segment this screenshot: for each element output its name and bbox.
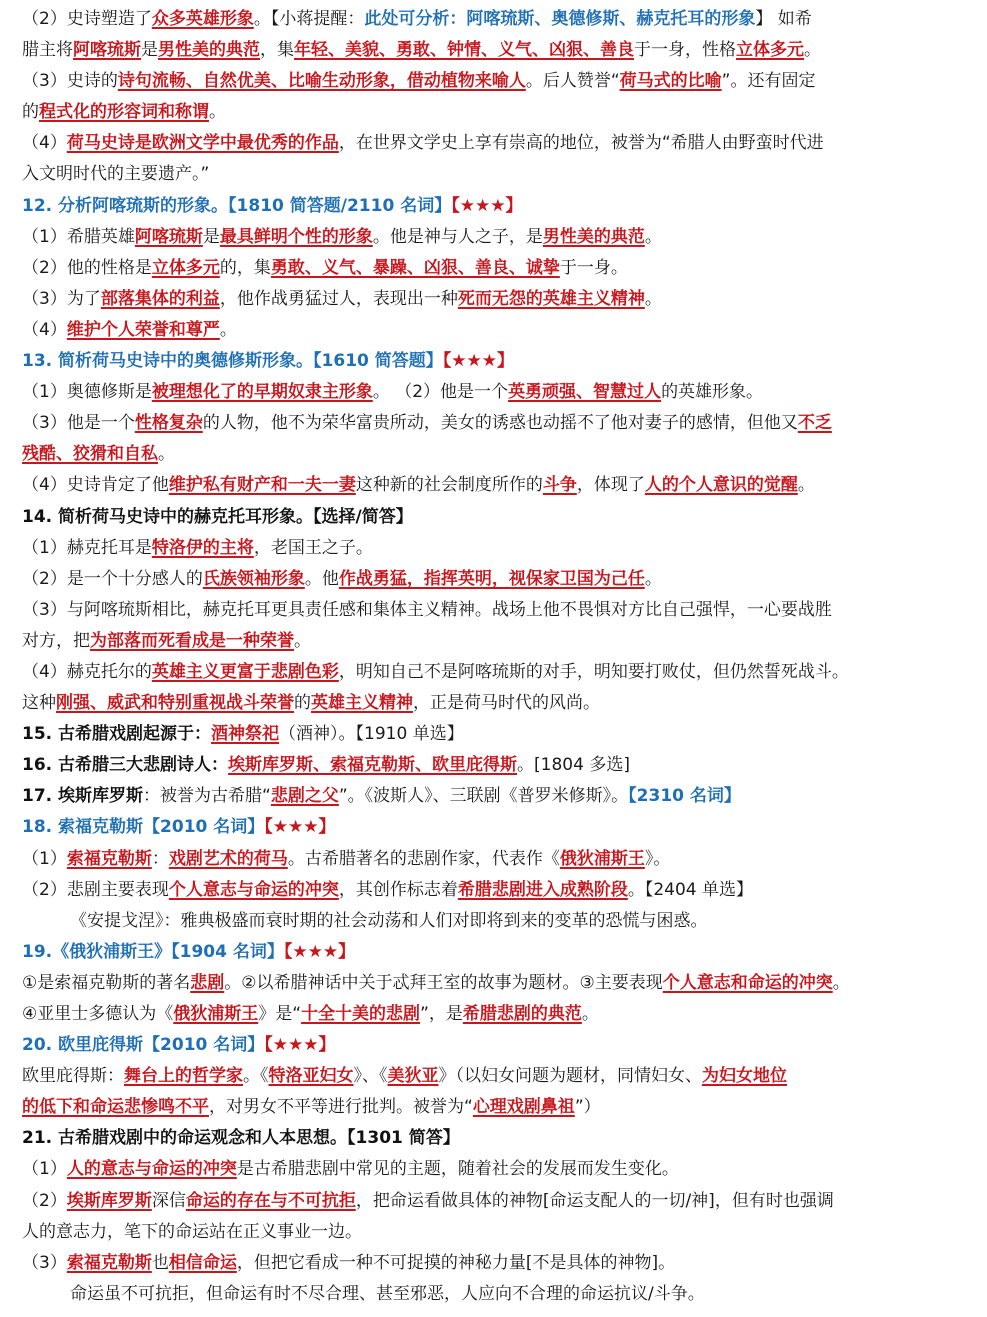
body-text: 》。 [644, 848, 671, 869]
body-text: 是 [202, 226, 220, 247]
body-text: 命运虽不可抗拒，但命运有时不尽合理、甚至邪恶，人应向不合理的命运抗议/斗争。 [70, 1283, 705, 1304]
text-line [22, 128, 973, 159]
body-text: （3）他是一个 [22, 413, 135, 434]
text-line [22, 253, 973, 284]
key-term: 荷马史诗是欧洲文学中最优秀的作品 [66, 133, 339, 154]
star-rating: 【★★★】 [283, 941, 356, 962]
key-term: 为部落而死看成是一种荣誉 [90, 630, 294, 651]
text-line [22, 439, 973, 470]
text-line [22, 719, 973, 750]
body-text: 。 [644, 226, 662, 247]
text-line [22, 284, 973, 315]
key-term: 心理戏剧鼻祖 [472, 1097, 575, 1118]
body-text: ”，是 [420, 1004, 463, 1024]
text-line [22, 66, 973, 97]
key-term: 个人意志与命运的冲突 [168, 879, 339, 900]
section-heading: 17. 埃斯库罗斯 [22, 786, 144, 807]
body-text: 腊主将 [22, 40, 73, 61]
key-term: 诗句流畅、自然优美、比喻生动形象，借动植物来喻人 [117, 71, 526, 92]
body-text: （4） [22, 319, 67, 340]
body-text: 。②以希腊神话中关于忒拜王室的故事为题材。③主要表现 [224, 972, 663, 993]
body-text: 。《 [243, 1066, 269, 1087]
text-line [22, 937, 973, 968]
key-term: 十全十美的悲剧 [301, 1004, 421, 1024]
body-text: 。他是神与人之子，是 [372, 226, 543, 247]
body-text: 。 [804, 40, 821, 61]
body-text: ④亚里士多德认为《 [22, 1004, 174, 1024]
body-text: 。【小蒋提醒： [253, 9, 365, 29]
text-line [22, 1154, 973, 1185]
body-text: 这种新的社会制度所作的 [355, 475, 543, 496]
body-text: 是 [141, 40, 158, 61]
text-line [22, 315, 973, 346]
body-text: 。【2404 单选】 [627, 879, 753, 900]
body-text: （4）赫克托尔的 [22, 661, 152, 682]
key-term: 立体多元 [151, 257, 220, 278]
section-heading: 18. 索福克勒斯【2010 名词】 [22, 817, 265, 838]
key-term: 戏剧艺术的荷马 [168, 848, 288, 869]
key-term: 索福克勒斯 [66, 848, 152, 869]
text-line [22, 906, 973, 937]
text-line [22, 377, 973, 408]
text-line [22, 750, 973, 781]
body-text: （2）史诗塑造了 [22, 9, 152, 29]
text-line [22, 470, 973, 501]
body-text: 》（以妇女问题为题材，同情妇女、 [438, 1066, 702, 1087]
key-term: 众多英雄形象 [151, 9, 254, 29]
body-text: ，集 [260, 40, 294, 61]
section-heading: 14. 简析荷马史诗中的赫克托耳形象。【选择/简答】 [22, 506, 413, 527]
body-text: ”。《波斯人》、三联剧《普罗米修斯》。 [338, 786, 629, 807]
key-term: 年轻、美貌、勇敢、钟情、义气、凶狠、善良 [294, 40, 634, 61]
key-term: 美狄亚 [387, 1066, 439, 1087]
text-line [22, 1248, 973, 1279]
text-line [22, 688, 973, 719]
text-line [22, 191, 973, 222]
body-text: 的人物，他不为荣华富贵所动，美女的诱惑也动摇不了他对妻子的感情，但他又 [202, 413, 798, 434]
body-text: 。 [644, 288, 662, 309]
body-text: ，但把它看成一种不可捉摸的神秘力量[不是具体的神物]。 [236, 1252, 676, 1273]
body-text: 。 [581, 1004, 599, 1024]
text-line [22, 1123, 973, 1154]
body-text: 》是“ [258, 1004, 302, 1024]
text-line [22, 626, 973, 657]
text-line [22, 4, 973, 35]
body-text: 对方，把 [22, 630, 90, 651]
body-text: 是古希腊悲剧中常见的主题，随着社会的发展而发生变化。 [236, 1159, 679, 1180]
key-term: 勇敢、义气、暴躁、凶狠、善良、诚挚 [270, 257, 560, 278]
body-text: ”。还有固定 [721, 71, 816, 92]
body-text: 。 （2）他是一个 [372, 382, 509, 403]
body-text: ，在世界文学史上享有崇高的地位，被誉为“希腊人由野蛮时代进 [338, 133, 824, 154]
body-text: ，老国王之子。 [253, 537, 373, 558]
key-term: 荷马式的比喻 [619, 71, 722, 92]
key-term: 不乏 [797, 413, 832, 434]
text-line [22, 781, 973, 812]
body-text: （1）希腊英雄 [22, 226, 135, 247]
note-text: 此处可分析：阿喀琉斯、奥德修斯、赫克托耳的形象 [364, 9, 756, 29]
body-text: 的 [294, 693, 311, 714]
body-text: 。 [158, 444, 175, 465]
key-term: 英勇顽强、智慧过人 [508, 382, 662, 403]
key-term: 性格复杂 [134, 413, 203, 434]
body-text: （3）为了 [22, 288, 101, 309]
body-text: 。古希腊著名的悲剧作家，代表作《 [287, 848, 560, 869]
text-line [22, 346, 973, 377]
body-text: 。 [219, 319, 237, 340]
key-term: 作战勇猛，指挥英明，视保家卫国为己任 [338, 568, 645, 589]
star-rating: 【★★★】 [264, 1035, 336, 1056]
key-term: 希腊悲剧进入成熟阶段 [457, 879, 628, 900]
key-term: 斗争 [542, 475, 577, 496]
body-text: 。 [797, 475, 815, 496]
section-heading: 12. 分析阿喀琉斯的形象。【1810 简答题/2110 名词】 [22, 195, 452, 216]
key-term: 个人意志和命运的冲突 [662, 972, 833, 993]
body-text: ”） [574, 1097, 601, 1118]
section-heading: 13. 简析荷马史诗中的奥德修斯形象。【1610 简答题】 [22, 351, 443, 372]
key-term: 维护个人荣誉和尊严 [66, 319, 220, 340]
body-text: 。后人赞誉“ [525, 71, 620, 92]
text-line [22, 1279, 973, 1310]
body-text: ，正是荷马时代的风尚。 [413, 693, 600, 714]
body-text: （酒神）。【1910 单选】 [279, 724, 464, 745]
key-term: 特洛伊的主将 [151, 537, 254, 558]
body-text: ，他作战勇猛过人，表现出一种 [219, 288, 458, 309]
key-term: 埃斯库罗斯 [66, 1190, 152, 1211]
body-text: （3）与阿喀琉斯相比，赫克托耳更具责任感和集体主义精神。战场上他不畏惧对方比自己强悍，一心要战胜 [22, 599, 832, 620]
text-line [22, 595, 973, 626]
body-text: （1） [22, 848, 67, 869]
key-term: 悲剧 [190, 972, 225, 993]
key-term: 命运的存在与不可抗拒 [185, 1190, 356, 1211]
text-line [22, 222, 973, 253]
text-line [22, 812, 973, 843]
body-text: ，把命运看做具体的神物[命运支配人的一切/神]，但有时也强调 [355, 1190, 834, 1211]
body-text: ，对男女不平等进行批判。被誉为“ [209, 1097, 473, 1118]
key-term: 俄狄浦斯王 [173, 1004, 259, 1024]
key-term: 人的个人意识的觉醒 [644, 475, 798, 496]
body-text: 也 [151, 1252, 169, 1273]
text-line [22, 159, 973, 190]
body-text: 。 [644, 568, 662, 589]
body-text: 。他 [304, 568, 339, 589]
key-term: 相信命运 [168, 1252, 237, 1273]
text-line [22, 1030, 973, 1061]
body-text: ，体现了 [576, 475, 645, 496]
note-text: 【2310 名词】 [628, 786, 741, 807]
key-term: 立体多元 [736, 40, 804, 61]
text-line [22, 657, 973, 688]
body-text: （4） [22, 133, 67, 154]
key-term: 最具鲜明个性的形象 [219, 226, 373, 247]
body-text: ： [151, 848, 169, 869]
key-term: 阿喀琉斯 [73, 40, 141, 61]
key-term: 被理想化了的早期奴隶主形象 [151, 382, 373, 403]
text-line [22, 1092, 973, 1123]
key-term: 的低下和命运悲惨鸣不平 [22, 1097, 209, 1118]
body-text: 深信 [151, 1190, 186, 1211]
body-text: 于一身，性格 [634, 40, 736, 61]
body-text: （2）是一个十分感人的 [22, 568, 203, 589]
body-text: （4）史诗肯定了他 [22, 475, 169, 496]
key-term: 特洛亚妇女 [268, 1066, 354, 1087]
key-term: 英雄主义更富于悲剧色彩 [151, 661, 339, 682]
key-term: 男性美的典范 [542, 226, 645, 247]
body-text: （2）悲剧主要表现 [22, 879, 169, 900]
key-term: 维护私有财产和一夫一妻 [168, 475, 356, 496]
key-term: 俄狄浦斯王 [559, 848, 645, 869]
body-text: 《安提戈涅》：雅典极盛而衰时期的社会动荡和人们对即将到来的变革的恐慌与困惑。 [70, 910, 708, 931]
key-term: 死而无怨的英雄主义精神 [457, 288, 645, 309]
text-line [22, 1186, 973, 1217]
text-line [22, 999, 973, 1030]
text-line [22, 564, 973, 595]
body-text: 这种 [22, 693, 56, 714]
star-rating: 【★★★】 [264, 817, 336, 838]
body-text: （1）赫克托耳是 [22, 537, 152, 558]
key-term: 悲剧之父 [270, 786, 339, 807]
text-line [22, 533, 973, 564]
body-text: 的，集 [219, 257, 271, 278]
body-text: ：被誉为古希腊“ [143, 786, 271, 807]
key-term: 男性美的典范 [158, 40, 260, 61]
text-line [22, 968, 973, 999]
body-text: 》、《 [353, 1066, 388, 1087]
text-line [22, 502, 973, 533]
body-text: （3） [22, 1252, 67, 1273]
key-term: 程式化的形容词和称谓 [39, 102, 209, 123]
body-text: 。 [832, 972, 850, 993]
body-text: 的英雄形象。 [661, 382, 764, 403]
star-rating: 【★★★】 [451, 195, 523, 216]
section-heading: 15. 古希腊戏剧起源于： [22, 724, 212, 745]
key-term: 为妇女地位 [702, 1066, 787, 1087]
body-text: 。 [209, 102, 226, 123]
body-text: 入文明时代的主要遗产。” [22, 164, 210, 185]
section-heading: 20. 欧里庇得斯【2010 名词】 [22, 1035, 265, 1056]
body-text: 欧里庇得斯： [22, 1066, 124, 1087]
section-heading: 21. 古希腊戏剧中的命运观念和人本思想。【1301 简答】 [22, 1128, 460, 1149]
body-text: 于一身。 [559, 257, 628, 278]
key-term: 刚强、威武和特别重视战斗荣誉 [56, 693, 294, 714]
key-term: 阿喀琉斯 [134, 226, 203, 247]
key-term: 部落集体的利益 [100, 288, 220, 309]
key-term: 残酷、狡猾和自私 [22, 444, 158, 465]
text-line [22, 408, 973, 439]
key-term: 舞台上的哲学家 [124, 1066, 243, 1087]
key-term: 人的意志与命运的冲突 [66, 1159, 237, 1180]
text-line [22, 97, 973, 128]
body-text: 】 如希 [755, 9, 812, 29]
body-text: （1）奥德修斯是 [22, 382, 152, 403]
body-text: 。[1804 多选] [517, 755, 630, 776]
key-term: 酒神祭祀 [211, 724, 280, 745]
text-line [22, 875, 973, 906]
body-text: （1） [22, 1159, 67, 1180]
body-text: 的 [22, 102, 39, 123]
body-text: ，其创作标志着 [338, 879, 458, 900]
star-rating: 【★★★】 [442, 351, 515, 372]
body-text: ①是索福克勒斯的著名 [22, 972, 191, 993]
key-term: 埃斯库罗斯、索福克勒斯、欧里庇得斯 [228, 755, 518, 776]
section-heading: 19.《俄狄浦斯王》【1904 名词】 [22, 941, 284, 962]
body-text: （2）他的性格是 [22, 257, 152, 278]
body-text: （3）史诗的 [22, 71, 118, 92]
body-text: ，明知自己不是阿喀琉斯的对手，明知要打败仗，但仍然誓死战斗。 [338, 661, 849, 682]
text-line [22, 35, 973, 66]
key-term: 英雄主义精神 [311, 693, 413, 714]
section-heading: 16. 古希腊三大悲剧诗人： [22, 755, 229, 776]
key-term: 氏族领袖形象 [202, 568, 305, 589]
body-text: 人的意志力，笔下的命运站在正义事业一边。 [22, 1221, 362, 1242]
body-text: 。 [294, 630, 311, 651]
key-term: 索福克勒斯 [66, 1252, 152, 1273]
text-line [22, 844, 973, 875]
text-line [22, 1217, 973, 1248]
body-text: （2） [22, 1190, 67, 1211]
key-term: 希腊悲剧的典范 [462, 1004, 582, 1024]
text-line [22, 1061, 973, 1092]
